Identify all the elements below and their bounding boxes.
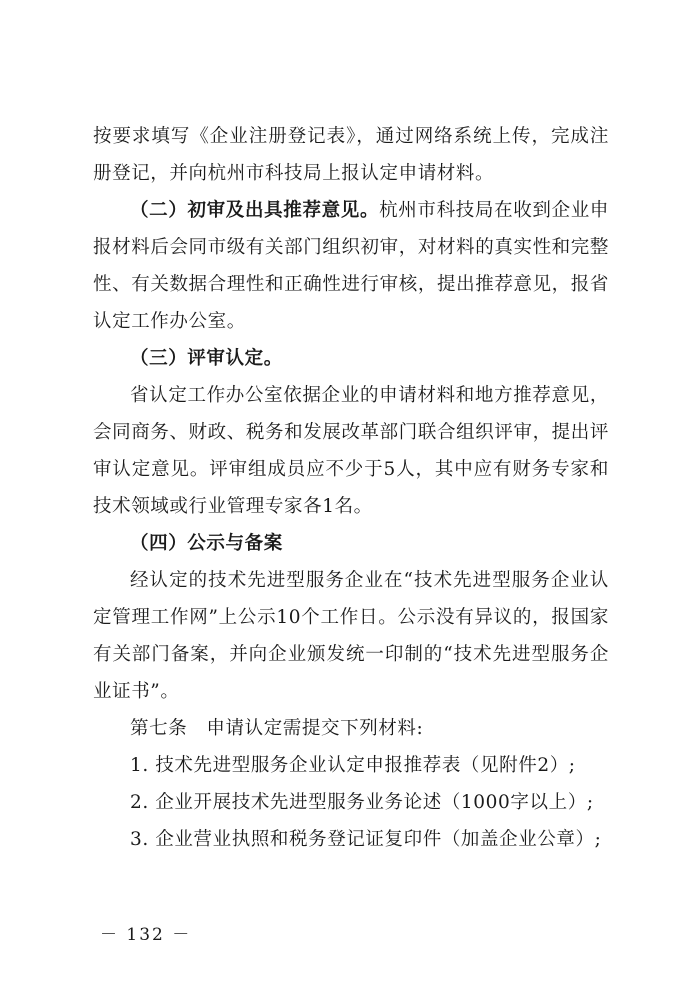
list-item: 1. 技术先进型服务企业认定申报推荐表（见附件2）; bbox=[130, 755, 576, 776]
list-item: 3. 企业营业执照和税务登记证复印件（加盖企业公章）; bbox=[130, 829, 602, 850]
section-heading: （二）初审及出具推荐意见。 bbox=[130, 200, 380, 221]
section-heading-publicity bbox=[93, 525, 609, 562]
section-preliminary-review bbox=[93, 192, 609, 340]
list-item: 2. 企业开展技术先进型服务业务论述（1000字以上）; bbox=[130, 792, 594, 813]
section-text: 杭州市科技局在收到企业申报材料后会同市级有关部门组织初审，对材料的真实性和完整性、有关数据合理性和正确性进行审核，提出推荐意见，报省认定工作办公室。 bbox=[93, 200, 609, 332]
section-heading-review bbox=[93, 340, 609, 377]
section-publicity-text: 经认定的技术先进型服务企业在“技术先进型服务企业认定管理工作网”上公示10个工作日。公示没有异议的，报国家有关部门备案，并向企业颁发统一印制的“技术先进型服务企业证书”。 bbox=[93, 570, 609, 702]
page-number: － 132 － bbox=[100, 925, 192, 945]
section-review-text: 省认定工作办公室依据企业的申请材料和地方推荐意见，会同商务、财政、税务和发展改革部门联合组织评审，提出评审认定意见。评审组成员应不少于5人，其中应有财务专家和技术领域或行业管理专家各1名。 bbox=[93, 385, 609, 517]
section-heading: （四）公示与备案 bbox=[130, 533, 283, 554]
paragraph-registration: 按要求填写《企业注册登记表》，通过网络系统上传，完成注册登记，并向杭州市科技局上报认定申请材料。 bbox=[93, 126, 609, 184]
article-seven: 第七条 申请认定需提交下列材料: bbox=[130, 718, 424, 739]
document-body bbox=[93, 118, 609, 858]
section-heading: （三）评审认定。 bbox=[130, 348, 283, 369]
